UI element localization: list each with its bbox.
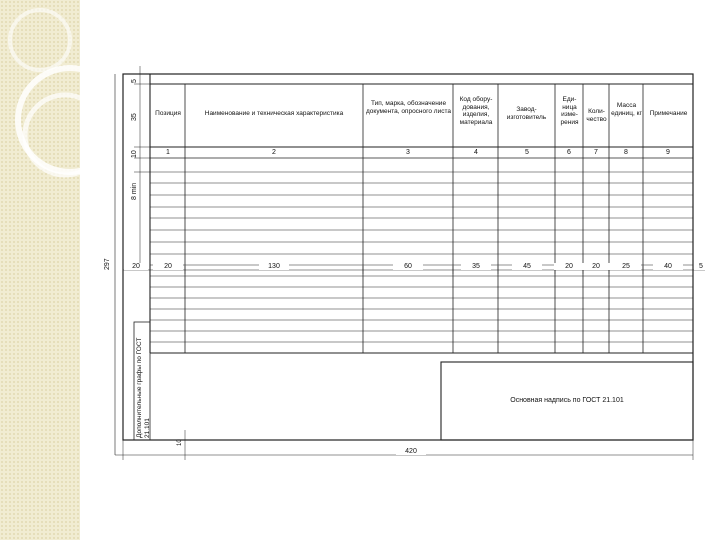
title-block-label: Основная надпись по ГОСТ 21.101 (510, 397, 624, 404)
column-width-7: 20 (581, 263, 611, 270)
column-number-4: 4 (474, 149, 478, 156)
column-width-2: 130 (259, 263, 289, 270)
column-number-9: 9 (666, 149, 670, 156)
dim-top-5: 5 (131, 79, 138, 83)
header-type-brand: Тип, марка, обозначение документа, опросного листа (366, 100, 451, 115)
left-margin-dim: 20 (124, 263, 148, 270)
column-number-6: 6 (567, 149, 571, 156)
column-width-5: 45 (512, 263, 542, 270)
header-notes: Примечание (649, 110, 688, 117)
column-number-1: 1 (166, 149, 170, 156)
column-number-7: 7 (594, 149, 598, 156)
column-width-4: 35 (461, 263, 491, 270)
header-manufacturer: Завод- изготовитель (506, 106, 547, 121)
column-width-6: 20 (554, 263, 584, 270)
header-name-spec: Наименование и техническая характеристика (204, 110, 344, 117)
column-width-1: 20 (153, 263, 183, 270)
column-width-9: 40 (653, 263, 683, 270)
dim-header-35: 35 (131, 113, 138, 121)
additional-columns-note: Дополнительные графы по ГОСТ 21.101 (136, 337, 151, 438)
header-unit-mass: Масса единиц, кг (611, 102, 642, 117)
column-number-3: 3 (406, 149, 410, 156)
column-width-3: 60 (393, 263, 423, 270)
header-unit: Еди- ница изме- рения (560, 96, 579, 126)
column-number-2: 2 (272, 149, 276, 156)
header-quantity: Коли- чество (586, 108, 607, 123)
column-number-5: 5 (525, 149, 529, 156)
dim-num-row-10: 10 (131, 150, 138, 158)
dim-height-297: 297 (104, 258, 111, 270)
right-margin-dim: 5 (694, 263, 708, 270)
column-number-8: 8 (624, 149, 628, 156)
header-position: Позиция (155, 110, 181, 117)
dim-total-width-420: 420 (396, 448, 426, 455)
dim-bottom-10: 10 (177, 439, 183, 446)
dim-rows-8min: 8 min (131, 182, 138, 200)
column-width-8: 25 (611, 263, 641, 270)
outer-frame (123, 74, 693, 440)
header-equipment-code: Код обору- дования, изделия, материала (459, 96, 493, 126)
